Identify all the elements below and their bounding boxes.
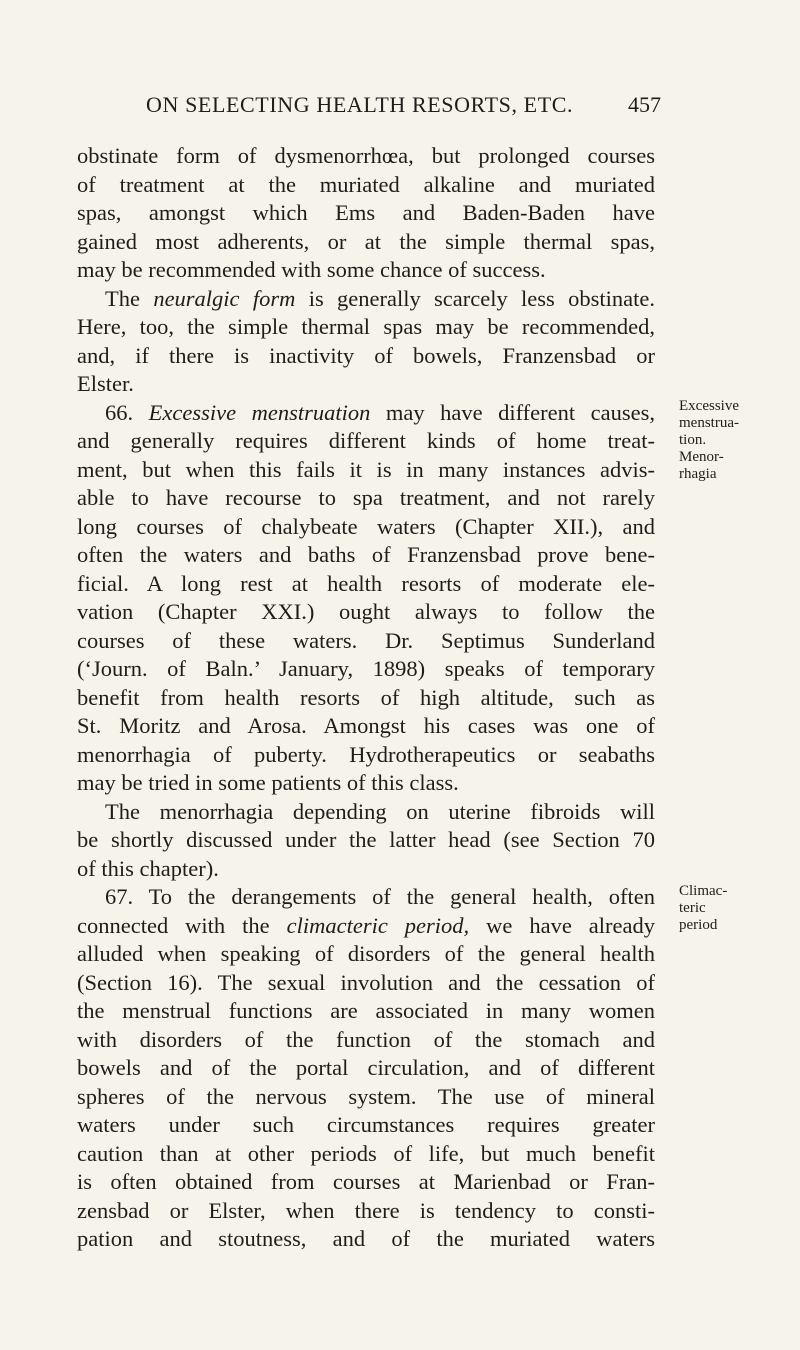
text-line: may be recommended with some chance of success. (77, 257, 546, 282)
body-text (77, 142, 655, 1254)
text-fragment: may have different causes, (370, 399, 655, 425)
sidenote-line: tion. (679, 432, 707, 448)
sidenote-line: Excessive (679, 398, 739, 414)
sidenote-line: period (679, 917, 718, 933)
sidenote-line: teric (679, 900, 706, 916)
text-line: may be tried in some patients of this class. (77, 770, 459, 795)
text-line: and generally requires different kinds of home treat- (77, 428, 655, 453)
text-line: ficial. A long rest at health resorts of moderate ele- (77, 570, 655, 596)
text-line: gained most adherents, or at the simple thermal spas, (77, 228, 655, 254)
text-line (77, 399, 655, 428)
sidenote-climacteric-period (679, 883, 799, 934)
text-line: menorrhagia of puberty. Hydrotherapeutics or seabaths (77, 741, 655, 767)
italic-term: climacteric period, (286, 912, 470, 938)
page-number: 457 (628, 92, 661, 117)
text-line: of this chapter). (77, 855, 219, 881)
sidenote-line: Climac- (679, 883, 728, 899)
text-line: and, if there is inactivity of bowels, Franzensbad or (77, 342, 655, 368)
text-line: ment, but when this fails it is in many instances advis- (77, 456, 655, 482)
text-line: benefit from health resorts of high altitude, such as (77, 684, 655, 710)
text-line: The menorrhagia depending on uterine fibroids will (105, 798, 655, 824)
text-line: (‘Journ. of Baln.’ January, 1898) speaks of temporary (77, 656, 655, 681)
text-line: pation and stoutness, and of the muriated waters (77, 1226, 655, 1251)
sidenote-line: menstrua- (679, 415, 739, 431)
text-line: spheres of the nervous system. The use of mineral (77, 1083, 655, 1109)
text-line: Here, too, the simple thermal spas may be recommended, (77, 314, 655, 339)
text-line: able to have recourse to spa treatment, and not rarely (77, 485, 655, 510)
text-line: vation (Chapter XXI.) ought always to follow the (77, 599, 655, 624)
text-fragment: connected with the (77, 912, 287, 938)
text-line: waters under such circumstances requires greater (77, 1112, 655, 1137)
text-fragment: 66. (105, 399, 149, 425)
text-line (77, 285, 655, 314)
text-line: alluded when speaking of disorders of the general health (77, 941, 655, 966)
text-line: 67. To the derangements of the general health, often (105, 884, 655, 909)
text-line: bowels and of the portal circulation, and of different (77, 1055, 655, 1080)
sidenote-line: rhagia (679, 466, 717, 482)
text-line: St. Moritz and Arosa. Amongst his cases was one of (77, 713, 655, 738)
text-line (77, 912, 655, 941)
text-fragment: The (105, 285, 154, 311)
running-head: ON SELECTING HEALTH RESORTS, ETC. (146, 92, 574, 117)
text-line: the menstrual functions are associated in many women (77, 998, 655, 1023)
text-line: of treatment at the muriated alkaline and muriated (77, 171, 655, 197)
text-line: is often obtained from courses at Marienbad or Fran- (77, 1169, 655, 1194)
text-line: Elster. (77, 371, 134, 396)
text-fragment: we have already (469, 912, 656, 938)
text-line: with disorders of the function of the stomach and (77, 1026, 655, 1052)
text-line: spas, amongst which Ems and Baden-Baden have (77, 200, 655, 225)
text-line: zensbad or Elster, when there is tendency to consti- (77, 1197, 655, 1223)
text-line: obstinate form of dysmenorrhœa, but prolonged courses (77, 143, 655, 168)
page-header (0, 92, 800, 122)
italic-term: neuralgic form (153, 285, 296, 311)
text-line: caution than at other periods of life, but much benefit (77, 1140, 655, 1166)
text-line: long courses of chalybeate waters (Chapter XII.), and (77, 513, 655, 539)
text-line: (Section 16). The sexual involution and the cessation of (77, 969, 655, 995)
italic-term: Excessive menstruation (148, 399, 371, 425)
text-line: courses of these waters. Dr. Septimus Sunderland (77, 627, 655, 653)
sidenote-line: Menor- (679, 449, 724, 465)
text-fragment: is generally scarcely less obstinate. (295, 285, 655, 311)
sidenote-excessive-menstruation (679, 398, 799, 483)
text-line: often the waters and baths of Franzensbad prove bene- (77, 542, 655, 567)
text-line: be shortly discussed under the latter head (see Section 70 (77, 827, 655, 852)
